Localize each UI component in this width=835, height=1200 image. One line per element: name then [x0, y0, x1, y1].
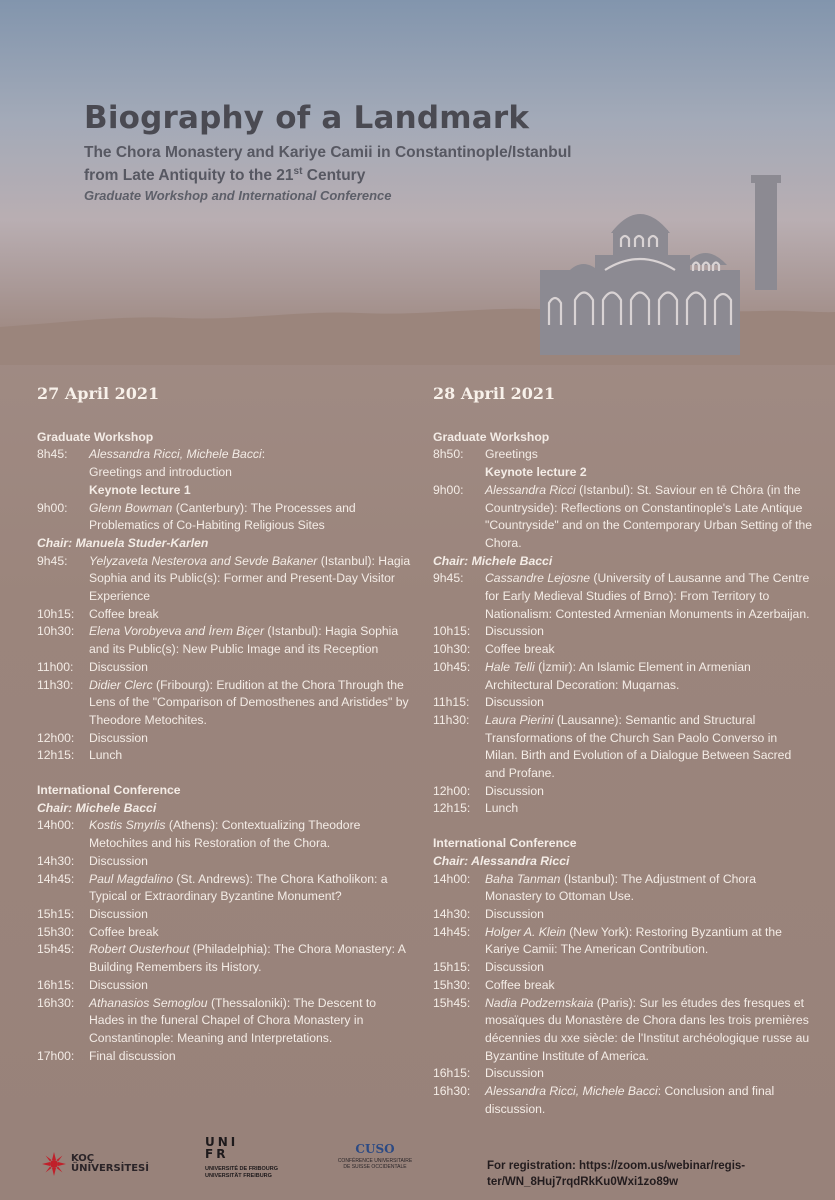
program-item [37, 871, 412, 906]
day-2-date: 28 April 2021 [433, 384, 556, 403]
program-time: 10h30: [433, 642, 471, 657]
program-title: : The Adjustment of Chora Monastery to Ottoman Use. [485, 871, 757, 904]
program-title: : Restoring Byzantium at the Kariye Camii: The American Contribution. [485, 924, 782, 957]
program-item [37, 906, 412, 924]
day-1-column [37, 385, 412, 1065]
program-time: 10h30: [37, 624, 75, 639]
subtitle-sup: st [293, 166, 303, 177]
program-time: 9h45: [37, 553, 68, 568]
program-item [37, 924, 412, 942]
program-time: 14h45: [37, 871, 75, 886]
program-title: Discussion [485, 624, 544, 639]
program-affiliation: (University of Lausanne and The Centre for Early Medieval Studies of Brno) [485, 571, 810, 604]
day-1-program [37, 429, 412, 1066]
program-speaker: Alessandra Ricci [485, 482, 576, 497]
poster-footer [0, 1130, 835, 1200]
koc-university-name [71, 1154, 149, 1174]
program-time: 9h45: [433, 571, 464, 586]
program-time: 14h30: [37, 853, 75, 868]
poster-tagline: Graduate Workshop and International Conference [84, 188, 392, 204]
registration-link[interactable] [487, 1158, 817, 1190]
program-item [37, 500, 412, 535]
program-time: 10h15: [37, 606, 75, 621]
program-description [485, 446, 813, 464]
program-item [433, 659, 813, 694]
program-affiliation: (Paris) [593, 995, 633, 1010]
program-title: Coffee break [485, 977, 555, 992]
program-item [37, 853, 412, 871]
program-description [89, 924, 412, 942]
program-description [89, 606, 412, 624]
program-item [433, 871, 813, 906]
program-speaker: Nadia Podzemskaia [485, 995, 594, 1010]
program-time: 16h30: [433, 1084, 471, 1099]
program-title: Discussion [89, 659, 148, 674]
program-title: : Hagia Sophia and its Public(s): Former and Present-Day Visitor Experience [89, 553, 411, 604]
day-2-column [433, 385, 813, 1118]
keynote-label: Keynote lecture 1 [89, 482, 191, 497]
program-title: Discussion [485, 1066, 544, 1081]
program-title: : Conclusion and final discussion. [485, 1084, 775, 1116]
program-time: 8h50: [433, 447, 464, 462]
program-title: : Contextualizing Theodore Metochites and his Restoration of the Chora. [89, 818, 361, 851]
unifr-caption [205, 1166, 278, 1180]
unifr-caption-2: UNIVERSITÄT FREIBURG [205, 1173, 272, 1179]
program-time: 11h30: [37, 677, 74, 692]
cuso-mark: CUSO [355, 1142, 395, 1156]
program-affiliation: (Istanbul) [264, 624, 319, 639]
program-time: 12h15: [433, 801, 471, 816]
program-title: : Sur les études des fresques et mosaïques du Monastère de Chora dans les trois premières décennies du xxe siècle: de l'Institut archéologique russe au Byzantine Institute of America. [485, 995, 810, 1063]
program-description [485, 570, 813, 623]
program-title: Discussion [485, 906, 544, 921]
program-item [37, 730, 412, 748]
program-title: Coffee break [485, 642, 555, 657]
program-description [485, 977, 813, 995]
unifr-logo [205, 1136, 278, 1180]
program-speaker: Holger A. Klein [485, 924, 566, 939]
section-heading: International Conference [433, 836, 577, 851]
program-affiliation: (Philadelphia) [189, 942, 268, 957]
program-description [89, 747, 412, 765]
program-time: 9h00: [433, 482, 464, 497]
program-item [37, 995, 412, 1048]
program-item [37, 1048, 412, 1066]
program-title: Greetings [485, 447, 538, 462]
program-item [433, 800, 813, 818]
subtitle-line-1: The Chora Monastery and Kariye Camii in Constantinople/Istanbul [84, 144, 572, 161]
session-chair: Chair: Michele Bacci [433, 553, 553, 568]
program-speaker: Didier Clerc [89, 677, 153, 692]
program-title: : From Territory to Nationalism: Contested Armenian Monuments in Azerbaijan. [485, 589, 810, 621]
program-speaker: Laura Pierini [485, 712, 554, 727]
program-item [37, 446, 412, 464]
program-time: 11h15: [433, 695, 470, 710]
section-heading: Graduate Workshop [37, 429, 154, 444]
program-description [485, 1083, 813, 1118]
program-item [433, 694, 813, 712]
program-title: Greetings and introduction [89, 465, 232, 480]
program-time: 16h30: [37, 995, 75, 1010]
program-title: : The Descent to Hades in the funeral Chapel of Chora Monastery in Constantinople: Meaning and Interpretations. [89, 995, 377, 1045]
program-title: : An Islamic Element in Armenian Architectural Decoration: Muqarnas. [485, 659, 751, 692]
program-item [37, 623, 412, 658]
program-description [89, 941, 412, 976]
program-title: Lunch [485, 801, 519, 816]
program-time: 12h15: [37, 748, 75, 763]
program-speaker: Glenn Bowman [89, 500, 173, 515]
program-description [89, 730, 412, 748]
program-speaker: Hale Telli [485, 659, 535, 674]
unifr-caption-1: UNIVERSITÉ DE FRIBOURG [205, 1166, 279, 1172]
program-item [433, 623, 813, 641]
program-affiliation: (Thessaloniki) [207, 995, 287, 1010]
program-title: : The Processes and Problematics of Co-Habiting Religious Sites [89, 500, 356, 533]
program-affiliation: (Canterbury) [172, 500, 245, 515]
program-item [37, 606, 412, 624]
program-affiliation: (Istanbul) [575, 482, 630, 497]
program-description [89, 977, 412, 995]
koc-line-2: ÜNİVERSİTESİ [71, 1163, 149, 1174]
koc-emblem-icon [42, 1152, 66, 1176]
program-title: : Hagia Sophia and its Public(s): New Public Image and its Reception [89, 624, 399, 657]
poster-title: Biography of a Landmark [84, 100, 530, 136]
section-heading: International Conference [37, 783, 181, 798]
program-item [37, 817, 412, 852]
section-spacer [37, 765, 412, 782]
program-time: 11h30: [433, 712, 470, 727]
program-description [485, 959, 813, 977]
session-chair: Chair: Michele Bacci [37, 800, 157, 815]
program-description [485, 783, 813, 801]
program-speaker: Paul Magdalino [89, 871, 174, 886]
subtitle-line-2 [84, 162, 571, 185]
program-item [37, 747, 412, 765]
program-speaker: Robert Ousterhout [89, 942, 190, 957]
program-description [485, 1065, 813, 1083]
day-1-date: 27 April 2021 [37, 384, 160, 403]
program-item [37, 941, 412, 976]
program-description [485, 694, 813, 712]
chora-church-illustration [535, 175, 785, 355]
program-title: Coffee break [89, 924, 159, 939]
cuso-caption-1: CONFÉRENCE UNIVERSITAIRE [337, 1158, 413, 1164]
program-description [89, 659, 412, 677]
program-item [37, 553, 412, 606]
program-item [37, 464, 412, 482]
program-time: 14h45: [433, 924, 471, 939]
program-time: 15h15: [37, 906, 75, 921]
registration-line-1[interactable]: For registration: https://zoom.us/webinar/regis- [487, 1160, 746, 1172]
program-title: Lunch [89, 748, 123, 763]
program-time: 9h00: [37, 500, 68, 515]
program-item [433, 446, 813, 464]
program-affiliation: (Athens) [165, 818, 215, 833]
program-title: : St. Saviour en tē Chôra (in the Countryside): Reflections on Constantinople's Late Antique "Countryside" and on the Contemporary Urban Setting of the Chora. [485, 482, 813, 550]
program-description [485, 871, 813, 906]
program-speaker: Yelyzaveta Nesterova and Sevde Bakaner [89, 553, 318, 568]
program-item [433, 1065, 813, 1083]
cuso-logo [330, 1142, 420, 1170]
program-description [89, 871, 412, 906]
program-description [89, 500, 412, 535]
program-item [433, 1083, 813, 1118]
koc-university-logo [42, 1152, 149, 1176]
program-item [433, 482, 813, 553]
program-description [485, 924, 813, 959]
program-title: : The Chora Monastery: A Building Remembers its History. [89, 942, 406, 975]
program-time: 16h15: [37, 977, 75, 992]
program-speaker: Elena Vorobyeva and İrem Biçer [89, 624, 265, 639]
program-item [433, 959, 813, 977]
program-description [89, 853, 412, 871]
cuso-caption-2: DE SUISSE OCCIDENTALE [343, 1164, 407, 1170]
program-description [89, 553, 412, 606]
koc-line-1: KOÇ [71, 1153, 95, 1164]
poster-header [84, 100, 571, 203]
program-time: 15h45: [37, 942, 75, 957]
section-heading: Graduate Workshop [433, 429, 550, 444]
program-title: Coffee break [89, 606, 159, 621]
program-description [89, 1048, 412, 1066]
program-description [89, 623, 412, 658]
program-description [89, 446, 412, 464]
program-affiliation: (New York) [565, 924, 629, 939]
subtitle-line-2-prefix: from Late Antiquity to the 21 [84, 167, 294, 185]
unifr-mark-line-2: FR [205, 1147, 229, 1161]
program-time: 10h45: [433, 659, 471, 674]
program-affiliation: (Fribourg) [152, 677, 210, 692]
program-description [485, 712, 813, 783]
program-title: Final discussion [89, 1048, 176, 1063]
program-title: Discussion [485, 695, 544, 710]
program-item [433, 641, 813, 659]
registration-line-2[interactable]: ter/WN_8Huj7rqdRkKu0Wxi1zo89w [487, 1176, 679, 1188]
program-time: 12h00: [37, 730, 75, 745]
program-item [37, 677, 412, 730]
program-description [89, 677, 412, 730]
program-time: 10h15: [433, 624, 471, 639]
program-description [89, 906, 412, 924]
day-2-program [433, 429, 813, 1119]
program-affiliation: (St. Andrews) [173, 871, 250, 886]
program-title: Discussion [89, 853, 148, 868]
program-title: Discussion [89, 977, 148, 992]
program-speaker: Alessandra Ricci, Michele Bacci [89, 447, 262, 462]
program-affiliation: (Lausanne) [553, 712, 619, 727]
program-item [433, 995, 813, 1066]
program-item [37, 977, 412, 995]
program-item [433, 712, 813, 783]
program-item [433, 977, 813, 995]
program-time: 12h00: [433, 783, 471, 798]
program-description [89, 464, 412, 482]
program-description [485, 995, 813, 1066]
program-description [89, 817, 412, 852]
program-time: 8h45: [37, 447, 68, 462]
section-spacer [433, 818, 813, 835]
program-affiliation: (Istanbul) [317, 553, 372, 568]
program-time: 15h45: [433, 995, 471, 1010]
program-time: 11h00: [37, 659, 74, 674]
program-time: 17h00: [37, 1048, 75, 1063]
program-speaker: Kostis Smyrlis [89, 818, 166, 833]
program-speaker: Athanasios Semoglou [89, 995, 208, 1010]
program-speaker: Alessandra Ricci, Michele Bacci [485, 1084, 658, 1099]
session-chair: Chair: Manuela Studer-Karlen [37, 535, 209, 550]
program-title: : The Chora Katholikon: a Typical or Extraordinary Byzantine Monument? [89, 871, 388, 904]
program-title: : Erudition at the Chora Through the Lens of the "Comparison of Demosthenes and Aristides" by Theodore Metochites. [89, 677, 409, 727]
cuso-caption [330, 1158, 420, 1170]
program-title: : Semantic and Structural Transformations of the Church San Paolo Converso in Milan. Birth and Evolution of a Dialogue Between Sacred and Profane. [485, 712, 792, 781]
program-item [433, 924, 813, 959]
session-chair: Chair: Alessandra Ricci [433, 853, 570, 868]
program-item [433, 570, 813, 623]
program-description [485, 906, 813, 924]
program-time: 14h30: [433, 906, 471, 921]
program-title: Discussion [485, 783, 544, 798]
program-item [433, 783, 813, 801]
keynote-label: Keynote lecture 2 [485, 465, 587, 480]
program-item [433, 906, 813, 924]
program-description [485, 659, 813, 694]
program-time: 14h00: [433, 871, 471, 886]
unifr-mark-line-1: UNI [205, 1135, 239, 1149]
program-speaker: Baha Tanman [485, 871, 561, 886]
program-title: Discussion [485, 960, 544, 975]
program-item [37, 659, 412, 677]
program-description [485, 641, 813, 659]
program-title: Discussion [89, 730, 148, 745]
program-affiliation: (İzmir) [534, 659, 573, 674]
program-time: 15h15: [433, 960, 471, 975]
program-description [89, 995, 412, 1048]
program-time: 14h00: [37, 818, 75, 833]
program-description [485, 800, 813, 818]
program-time [37, 464, 89, 482]
program-description [485, 623, 813, 641]
poster-subtitle [84, 143, 571, 185]
program-time: 16h15: [433, 1066, 471, 1081]
program-description [485, 482, 813, 553]
program-title: : [261, 447, 266, 462]
program-speaker: Cassandre Lejosne [485, 571, 591, 586]
program-time: 15h30: [433, 977, 471, 992]
program-affiliation: (Istanbul) [560, 871, 615, 886]
program-time: 15h30: [37, 924, 75, 939]
subtitle-line-2-suffix: Century [302, 167, 366, 185]
program-title: Discussion [89, 906, 148, 921]
